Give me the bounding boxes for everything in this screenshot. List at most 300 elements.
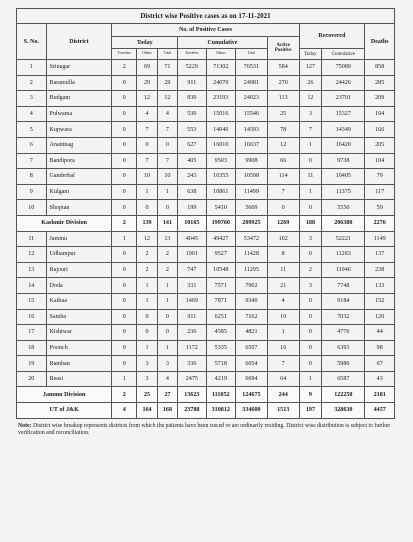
cell-cum-travelers: 2475 (178, 371, 206, 387)
table-row-total (17, 387, 395, 403)
cell-today-others: 139 (137, 215, 157, 231)
cell-cum-total: 76531 (236, 60, 268, 76)
cell-cum-travelers: 747 (178, 262, 206, 278)
cell-active: 21 (267, 278, 299, 294)
cell-deaths: 117 (365, 184, 395, 200)
table-row (17, 153, 395, 169)
cell-recovered-today: 0 (299, 153, 322, 169)
cell-today-travelers: 0 (112, 262, 137, 278)
cell-today-others: 2 (137, 262, 157, 278)
cell-today-travelers: 0 (112, 169, 137, 185)
cell-cum-total: 11499 (236, 184, 268, 200)
header-today-total: Total (157, 49, 177, 60)
cell-deaths: 166 (365, 122, 395, 138)
cell-recovered-today: 3 (299, 106, 322, 122)
cell-deaths: 2181 (365, 387, 395, 403)
cell-cum-travelers: 638 (178, 184, 206, 200)
cell-today-travelers: 1 (112, 371, 137, 387)
cell-cum-total: 15546 (236, 106, 268, 122)
cell-active: 8 (267, 247, 299, 263)
cell-today-others: 1 (137, 293, 157, 309)
cell-active: 16 (267, 340, 299, 356)
cell-cum-total: 11428 (236, 247, 268, 263)
cell-recovered-cumulative: 5980 (322, 356, 365, 372)
cell-cum-total: 24023 (236, 91, 268, 107)
cell-cum-travelers: 199 (178, 200, 206, 216)
cell-active: 64 (267, 371, 299, 387)
cell-cum-others: 199760 (206, 215, 236, 231)
cell-recovered-cumulative: 11283 (322, 247, 365, 263)
cell-cum-others: 111052 (206, 387, 236, 403)
table-row (17, 371, 395, 387)
cell-cum-others: 310812 (206, 403, 236, 419)
cell-cum-others: 15016 (206, 106, 236, 122)
cell-sno: 9 (17, 184, 47, 200)
cell-cum-total: 10598 (236, 169, 268, 185)
cell-cum-travelers: 1469 (178, 293, 206, 309)
cell-deaths: 120 (365, 309, 395, 325)
cell-cum-others: 5410 (206, 200, 236, 216)
header-cumulative: Cumulative (178, 37, 268, 49)
cell-today-travelers: 0 (112, 356, 137, 372)
cell-cum-total: 4821 (236, 325, 268, 341)
cell-active: 113 (267, 91, 299, 107)
cell-deaths: 205 (365, 137, 395, 153)
cell-today-travelers: 0 (112, 122, 137, 138)
cell-recovered-today: 2 (299, 262, 322, 278)
cell-cum-others: 6251 (206, 309, 236, 325)
header-cum-others: Others (206, 49, 236, 60)
cell-cum-travelers: 336 (178, 356, 206, 372)
cell-recovered-today: 1 (299, 184, 322, 200)
cell-recovered-cumulative: 7748 (322, 278, 365, 294)
cell-deaths: 1149 (365, 231, 395, 247)
cell-recovered-today: 9 (299, 387, 322, 403)
header-cum-total: Total (236, 49, 268, 60)
cell-active: 102 (267, 231, 299, 247)
cell-district: Budgam (46, 91, 112, 107)
cell-today-total: 10 (157, 169, 177, 185)
cell-recovered-today: 12 (299, 91, 322, 107)
cell-cum-total: 5609 (236, 200, 268, 216)
cell-cum-travelers: 1901 (178, 247, 206, 263)
cell-today-travelers: 0 (112, 325, 137, 341)
cell-cum-total: 6694 (236, 371, 268, 387)
table-row (17, 325, 395, 341)
cell-cum-others: 7871 (206, 293, 236, 309)
cell-cum-total: 7162 (236, 309, 268, 325)
cell-deaths: 285 (365, 75, 395, 91)
cell-active: 584 (267, 60, 299, 76)
cell-today-others: 0 (137, 200, 157, 216)
cell-cum-others: 7571 (206, 278, 236, 294)
cell-today-others: 3 (137, 371, 157, 387)
cell-cum-total: 9340 (236, 293, 268, 309)
cell-today-others: 7 (137, 122, 157, 138)
cell-cum-travelers: 5229 (178, 60, 206, 76)
table-row (17, 75, 395, 91)
table-row (17, 293, 395, 309)
cell-active: 1 (267, 325, 299, 341)
cell-district: Samba (46, 309, 112, 325)
cell-today-travelers: 2 (112, 60, 137, 76)
cell-today-total: 0 (157, 309, 177, 325)
cell-today-travelers: 0 (112, 153, 137, 169)
cell-cum-total: 53472 (236, 231, 268, 247)
cell-today-total: 13 (157, 231, 177, 247)
cell-deaths: 194 (365, 106, 395, 122)
cell-cum-others: 49427 (206, 231, 236, 247)
footnote (16, 423, 395, 437)
cell-today-others: 1 (137, 340, 157, 356)
cell-cum-travelers: 1172 (178, 340, 206, 356)
table-row (17, 137, 395, 153)
cell-sno: 13 (17, 262, 47, 278)
cell-today-travelers: 2 (112, 387, 137, 403)
cell-recovered-today: 0 (299, 200, 322, 216)
header-sno: S. No. (17, 24, 47, 60)
cell-deaths: 2276 (365, 215, 395, 231)
cell-recovered-today: 0 (299, 309, 322, 325)
cell-today-travelers: 4 (112, 403, 137, 419)
cell-today-travelers: 0 (112, 200, 137, 216)
cell-today-total: 1 (157, 293, 177, 309)
cell-district: Rajouri (46, 262, 112, 278)
table-row (17, 60, 395, 76)
cell-today-others: 0 (137, 325, 157, 341)
cell-deaths: 59 (365, 200, 395, 216)
cell-active: 7 (267, 356, 299, 372)
cell-deaths: 43 (365, 371, 395, 387)
cell-sno: 19 (17, 356, 47, 372)
cell-today-others: 1 (137, 184, 157, 200)
cell-today-total: 2 (157, 262, 177, 278)
cell-today-others: 69 (137, 60, 157, 76)
cell-active: 1269 (267, 215, 299, 231)
header-district: District (46, 24, 112, 60)
cell-cum-travelers: 236 (178, 325, 206, 341)
cell-active: 4 (267, 293, 299, 309)
cell-today-others: 164 (137, 403, 157, 419)
cell-recovered-today: 1 (299, 371, 322, 387)
cell-recovered-today: 3 (299, 278, 322, 294)
table-row (17, 91, 395, 107)
report-sheet (16, 8, 395, 437)
cell-today-total: 1 (157, 278, 177, 294)
cell-cum-total: 334600 (236, 403, 268, 419)
cell-today-travelers: 0 (112, 247, 137, 263)
cell-deaths: 67 (365, 356, 395, 372)
cell-active: 1513 (267, 403, 299, 419)
cell-sno: 7 (17, 153, 47, 169)
cell-today-others: 2 (137, 247, 157, 263)
header-cum-travelers: Travelers (178, 49, 206, 60)
cell-active: 78 (267, 122, 299, 138)
footnote-label: Note: (18, 422, 32, 429)
cell-sno: 8 (17, 169, 47, 185)
cell-recovered-cumulative: 24426 (322, 75, 365, 91)
cell-today-travelers: 2 (112, 215, 137, 231)
cell-cum-travelers: 911 (178, 75, 206, 91)
cell-recovered-cumulative: 11046 (322, 262, 365, 278)
cell-sno: 1 (17, 60, 47, 76)
footnote-text: District wise breakup represents districts from which the patients have been traced or are ordinarily residing. District wise distribution is subject to further verification and reconciliation. (18, 422, 391, 436)
cell-district: Ganderbal (46, 169, 112, 185)
cell-recovered-cumulative: 75089 (322, 60, 365, 76)
cell-recovered-today: 11 (299, 169, 322, 185)
cell-cum-travelers: 911 (178, 309, 206, 325)
cell-today-total: 27 (157, 387, 177, 403)
header-today: Today (112, 37, 178, 49)
cell-cum-travelers: 627 (178, 137, 206, 153)
header-recovered-cumulative: Cumulative (322, 49, 365, 60)
cell-district: Pulwama (46, 106, 112, 122)
cell-district: Doda (46, 278, 112, 294)
header-today-travelers: Travelers (112, 49, 137, 60)
header-deaths: Deaths (365, 24, 395, 60)
header-active-positive: Active Positive (267, 37, 299, 60)
cell-today-total: 0 (157, 137, 177, 153)
cell-cum-total: 6054 (236, 356, 268, 372)
cell-sno: 3 (17, 91, 47, 107)
cell-cum-travelers: 4045 (178, 231, 206, 247)
cell-district: Udhampur (46, 247, 112, 263)
cell-district: Ramban (46, 356, 112, 372)
table-row (17, 122, 395, 138)
table-row (17, 184, 395, 200)
cell-district: Anantnag (46, 137, 112, 153)
cell-today-total: 3 (157, 356, 177, 372)
cell-today-others: 29 (137, 75, 157, 91)
cell-recovered-cumulative: 15327 (322, 106, 365, 122)
cell-deaths: 4457 (365, 403, 395, 419)
header-recovered-today: Today (299, 49, 322, 60)
cell-cum-others: 9503 (206, 153, 236, 169)
table-row (17, 247, 395, 263)
cell-recovered-cumulative: 11375 (322, 184, 365, 200)
cell-deaths: 133 (365, 278, 395, 294)
cell-cum-others: 23193 (206, 91, 236, 107)
cell-district: Srinagar (46, 60, 112, 76)
cell-sno: 14 (17, 278, 47, 294)
cell-district: Reasi (46, 371, 112, 387)
cell-district: Bandipora (46, 153, 112, 169)
cell-recovered-cumulative: 9184 (322, 293, 365, 309)
cell-today-travelers: 0 (112, 106, 137, 122)
cell-cum-travelers: 405 (178, 153, 206, 169)
cell-deaths: 858 (365, 60, 395, 76)
cell-today-others: 4 (137, 106, 157, 122)
cell-sno: 12 (17, 247, 47, 263)
cell-cum-total: 6507 (236, 340, 268, 356)
cell-recovered-cumulative: 9738 (322, 153, 365, 169)
cell-sno: 15 (17, 293, 47, 309)
cell-deaths: 104 (365, 153, 395, 169)
cell-recovered-cumulative: 16420 (322, 137, 365, 153)
cell-cum-others: 10355 (206, 169, 236, 185)
cell-recovered-cumulative: 6393 (322, 340, 365, 356)
cell-today-travelers: 0 (112, 75, 137, 91)
cell-active: 66 (267, 153, 299, 169)
cell-active: 25 (267, 106, 299, 122)
cell-today-travelers: 0 (112, 184, 137, 200)
cell-recovered-cumulative: 14349 (322, 122, 365, 138)
cell-today-travelers: 0 (112, 309, 137, 325)
cell-district: Jammu (46, 231, 112, 247)
cell-today-others: 25 (137, 387, 157, 403)
header-today-others: Others (137, 49, 157, 60)
cell-cum-total: 24981 (236, 75, 268, 91)
cell-cum-travelers: 13623 (178, 387, 206, 403)
cell-today-total: 29 (157, 75, 177, 91)
cell-cum-travelers: 553 (178, 122, 206, 138)
cell-today-total: 4 (157, 106, 177, 122)
cell-recovered-cumulative: 4776 (322, 325, 365, 341)
cell-today-total: 0 (157, 200, 177, 216)
cell-sno: 17 (17, 325, 47, 341)
cell-recovered-today: 1 (299, 137, 322, 153)
cell-today-others: 7 (137, 153, 157, 169)
cell-cum-travelers: 530 (178, 106, 206, 122)
cell-active: 270 (267, 75, 299, 91)
cell-today-others: 0 (137, 309, 157, 325)
cell-recovered-cumulative: 122250 (322, 387, 365, 403)
cell-active: 7 (267, 184, 299, 200)
cell-district: Shopian (46, 200, 112, 216)
cell-sno: 11 (17, 231, 47, 247)
cell-today-total: 2 (157, 247, 177, 263)
cell-recovered-cumulative: 7032 (322, 309, 365, 325)
cell-today-others: 12 (137, 91, 157, 107)
table-row (17, 340, 395, 356)
cell-active: 10 (267, 309, 299, 325)
cell-today-others: 10 (137, 169, 157, 185)
table-row (17, 262, 395, 278)
cell-district: Jammu Division (17, 387, 112, 403)
cell-today-total: 7 (157, 153, 177, 169)
cell-active: 244 (267, 387, 299, 403)
cell-recovered-today: 127 (299, 60, 322, 76)
cell-cum-others: 4219 (206, 371, 236, 387)
cell-today-total: 0 (157, 325, 177, 341)
header-recovered: Recovered (299, 24, 365, 49)
cell-cum-total: 9908 (236, 153, 268, 169)
cell-deaths: 137 (365, 247, 395, 263)
cell-today-travelers: 0 (112, 91, 137, 107)
cell-cum-total: 124675 (236, 387, 268, 403)
cell-today-total: 1 (157, 340, 177, 356)
cell-district: Poonch (46, 340, 112, 356)
cell-deaths: 98 (365, 340, 395, 356)
cell-recovered-cumulative: 10405 (322, 169, 365, 185)
cell-deaths: 44 (365, 325, 395, 341)
cell-today-others: 3 (137, 356, 157, 372)
cell-cum-total: 16637 (236, 137, 268, 153)
cell-sno: 5 (17, 122, 47, 138)
cell-recovered-today: 7 (299, 122, 322, 138)
cell-recovered-cumulative: 52221 (322, 231, 365, 247)
cell-recovered-cumulative: 23701 (322, 91, 365, 107)
cell-cum-travelers: 331 (178, 278, 206, 294)
header-positive-cases: No. of Positive Cases (112, 24, 299, 37)
cell-sno: 20 (17, 371, 47, 387)
cell-recovered-today: 0 (299, 356, 322, 372)
table-row-total (17, 215, 395, 231)
table-row-total (17, 403, 395, 419)
cell-district: UT of J&K (17, 403, 112, 419)
cell-active: 0 (267, 200, 299, 216)
cell-recovered-today: 0 (299, 340, 322, 356)
cell-active: 11 (267, 262, 299, 278)
cell-sno: 16 (17, 309, 47, 325)
cell-cum-others: 14040 (206, 122, 236, 138)
cell-district: Kathua (46, 293, 112, 309)
cell-today-travelers: 1 (112, 231, 137, 247)
cell-today-others: 12 (137, 231, 157, 247)
cell-today-total: 4 (157, 371, 177, 387)
cell-district: Kulgam (46, 184, 112, 200)
table-row (17, 309, 395, 325)
cell-today-total: 71 (157, 60, 177, 76)
cell-cum-others: 71302 (206, 60, 236, 76)
cell-today-travelers: 0 (112, 137, 137, 153)
cell-cum-travelers: 243 (178, 169, 206, 185)
cell-recovered-today: 26 (299, 75, 322, 91)
cell-today-travelers: 0 (112, 293, 137, 309)
cell-today-total: 12 (157, 91, 177, 107)
cell-today-total: 168 (157, 403, 177, 419)
cell-cum-travelers: 10165 (178, 215, 206, 231)
cell-recovered-today: 188 (299, 215, 322, 231)
cell-recovered-today: 197 (299, 403, 322, 419)
cell-cum-travelers: 830 (178, 91, 206, 107)
cell-cum-total: 209925 (236, 215, 268, 231)
table-row (17, 231, 395, 247)
cell-recovered-cumulative: 5550 (322, 200, 365, 216)
cell-cum-others: 4585 (206, 325, 236, 341)
cell-sno: 2 (17, 75, 47, 91)
cell-district: Baramulla (46, 75, 112, 91)
cell-cum-others: 10861 (206, 184, 236, 200)
cell-today-others: 1 (137, 278, 157, 294)
cell-deaths: 152 (365, 293, 395, 309)
table-row (17, 169, 395, 185)
cell-cum-others: 16010 (206, 137, 236, 153)
cell-recovered-today: 3 (299, 231, 322, 247)
cell-today-travelers: 0 (112, 340, 137, 356)
cell-today-total: 141 (157, 215, 177, 231)
cell-cum-others: 5718 (206, 356, 236, 372)
cell-cum-others: 9527 (206, 247, 236, 263)
table-row (17, 200, 395, 216)
cell-sno: 4 (17, 106, 47, 122)
cell-recovered-cumulative: 328630 (322, 403, 365, 419)
cell-sno: 18 (17, 340, 47, 356)
cell-cum-travelers: 23788 (178, 403, 206, 419)
cell-cum-others: 24070 (206, 75, 236, 91)
cell-sno: 10 (17, 200, 47, 216)
cell-district: Kashmir Division (17, 215, 112, 231)
district-cases-table (16, 8, 395, 419)
cell-cum-others: 10548 (206, 262, 236, 278)
table-row (17, 356, 395, 372)
cell-district: Kishtwar (46, 325, 112, 341)
cell-today-total: 7 (157, 122, 177, 138)
cell-active: 12 (267, 137, 299, 153)
cell-today-total: 1 (157, 184, 177, 200)
cell-cum-total: 7902 (236, 278, 268, 294)
cell-deaths: 238 (365, 262, 395, 278)
